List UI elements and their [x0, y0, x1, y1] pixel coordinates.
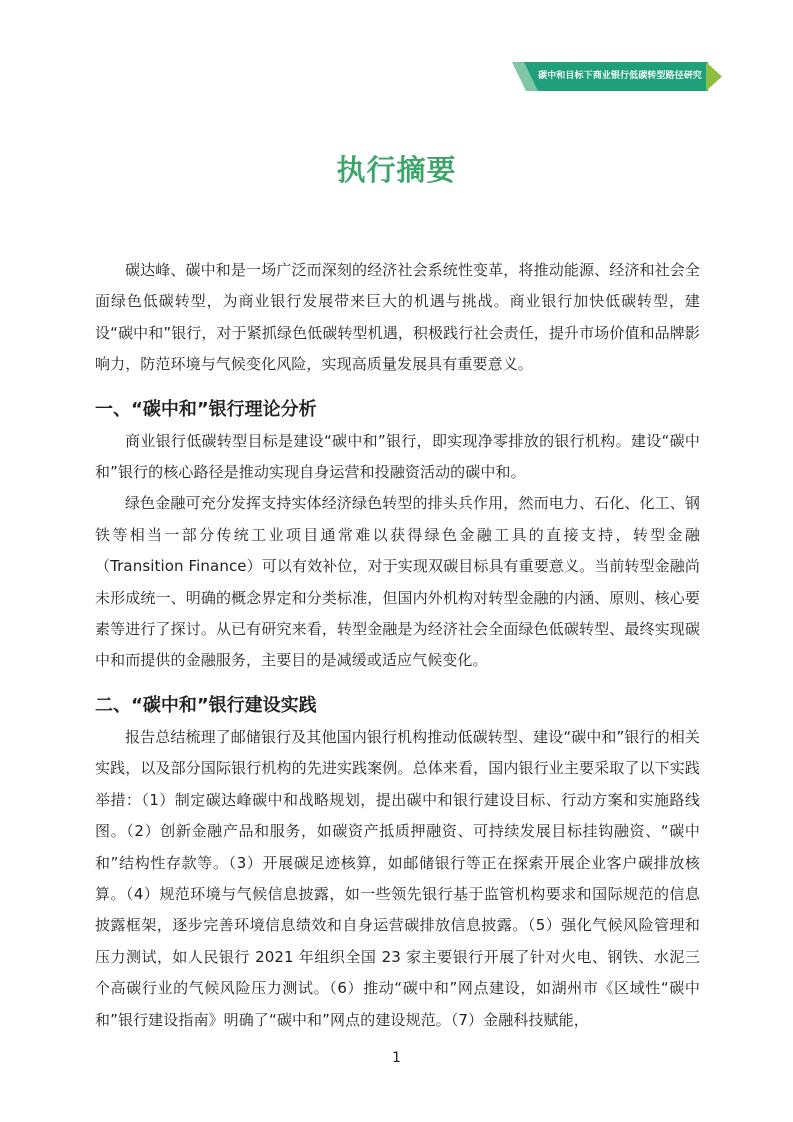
- header-banner: [512, 62, 722, 91]
- section-1-paragraph-1: 商业银行低碳转型目标是建设“碳中和”银行，即实现净零排放的银行机构。建设“碳中和”银行的核心路径是推动实现自身运营和投融资活动的碳中和。: [95, 431, 700, 482]
- page-title: 执行摘要: [336, 153, 457, 187]
- section-2-heading: 二、“碳中和”银行建设实践: [95, 694, 317, 716]
- banner-right-stripe: [706, 62, 722, 91]
- header-banner-text: 碳中和目标下商业银行低碳转型路径研究: [538, 71, 702, 81]
- section-1-heading: 一、“碳中和”银行理论分析: [95, 398, 317, 420]
- page-content: [95, 255, 700, 1036]
- page-number: 1: [392, 1050, 401, 1066]
- section-2-paragraph-1: 报告总结梳理了邮储银行及其他国内银行机构推动低碳转型、建设“碳中和”银行的相关实践，以及部分国际银行机构的先进实践案例。总体来看，国内银行业主要采取了以下实践举措：（1）制定碳达峰碳中和战略规划，提出碳中和银行建设目标、行动方案和实施路线图。（2）创新金融产品和服务，如碳资产抵质押融资、可持续发展目标挂钩融资、“碳中和”结构性存款等。（3）开展碳足迹核算，如邮储银行等正在探索开展企业客户碳排放核算。（4）规范环境与气候信息披露，如一些领先银行基于监管机构要求和国际规范的信息披露框架，逐步完善环境信息绩效和自身运营碳排放信息披露。（5）强化气候风险管理和压力测试，如人民银行 2021 年组织全国 23 家主要银行开展了针对火电、钢铁、水泥三个高碳行业的气候风险压力测试。（6）推动“碳中和”网点建设，如湖州市《区域性“碳中和”银行建设指南》明确了“碳中和”网点的建设规范。（7）金融科技赋能，: [95, 727, 700, 1029]
- section-1-paragraph-2: 绿色金融可充分发挥支持实体经济绿色转型的排头兵作用，然而电力、石化、化工、钢铁等相当一部分传统工业项目通常难以获得绿色金融工具的直接支持，转型金融（Transition Finance）可以有效补位，对于实现双碳目标具有重要意义。当前转型金融尚未形成统一、明确的概念界定和分类标准，但国内外机构对转型金融的内涵、原则、核心要素等进行了探讨。从已有研究来看，转型金融是为经济社会全面绿色低碳转型、最终实现碳中和而提供的金融服务，主要目的是减缓或适应气候变化。: [95, 494, 700, 670]
- intro-paragraph: 碳达峰、碳中和是一场广泛而深刻的经济社会系统性变革，将推动能源、经济和社会全面绿色低碳转型，为商业银行发展带来巨大的机遇与挑战。商业银行加快低碳转型，建设“碳中和”银行，对于紧抓绿色低碳转型机遇，积极践行社会责任，提升市场价值和品牌影响力，防范环境与气候变化风险，实现高质量发展具有重要意义。: [95, 261, 700, 374]
